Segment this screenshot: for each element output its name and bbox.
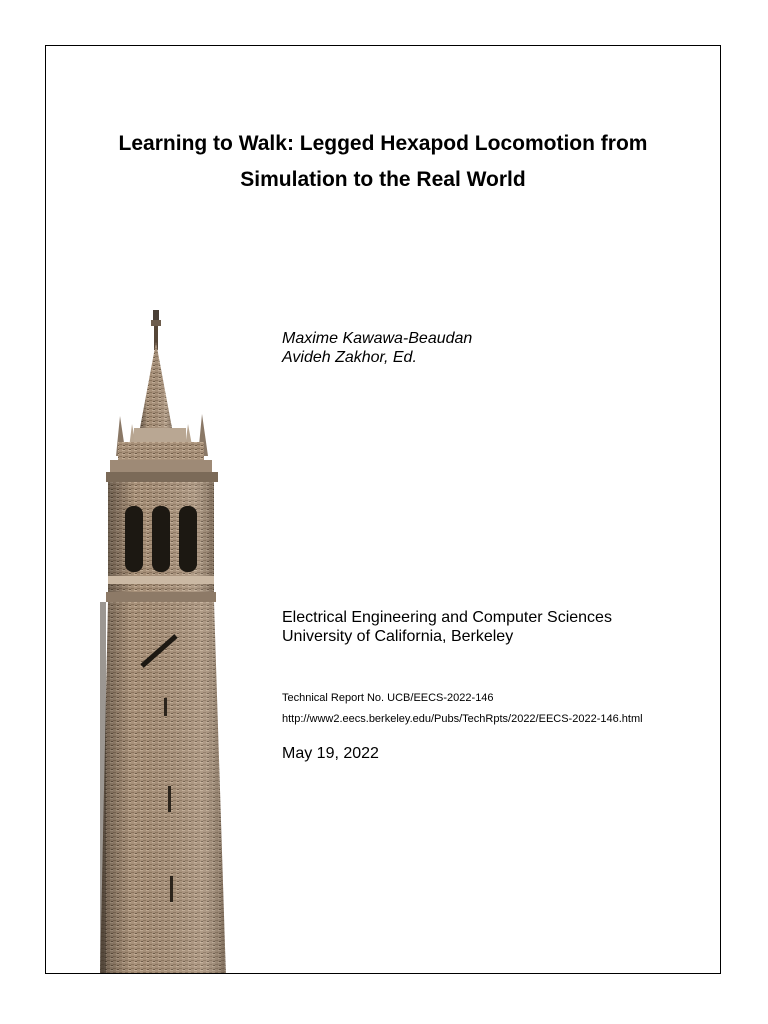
- author-block: [282, 329, 472, 367]
- institution-block: [282, 608, 612, 646]
- university-name: University of California, Berkeley: [282, 628, 514, 645]
- publication-date: May 19, 2022: [282, 745, 379, 762]
- department-name: Electrical Engineering and Computer Sciences: [282, 609, 612, 626]
- title-line-2: Simulation to the Real World: [240, 168, 526, 191]
- report-title: [46, 126, 720, 198]
- title-line-1: Learning to Walk: Legged Hexapod Locomotion from: [118, 132, 648, 155]
- campanile-tower-icon: [98, 306, 238, 974]
- report-number: Technical Report No. UCB/EECS-2022-146: [282, 692, 494, 704]
- editor-name: Avideh Zakhor, Ed.: [282, 349, 417, 366]
- report-url[interactable]: http://www2.eecs.berkeley.edu/Pubs/TechRpts/2022/EECS-2022-146.html: [282, 713, 643, 725]
- report-info: [282, 688, 643, 730]
- page-frame: [45, 45, 721, 974]
- author-name: Maxime Kawawa-Beaudan: [282, 330, 473, 347]
